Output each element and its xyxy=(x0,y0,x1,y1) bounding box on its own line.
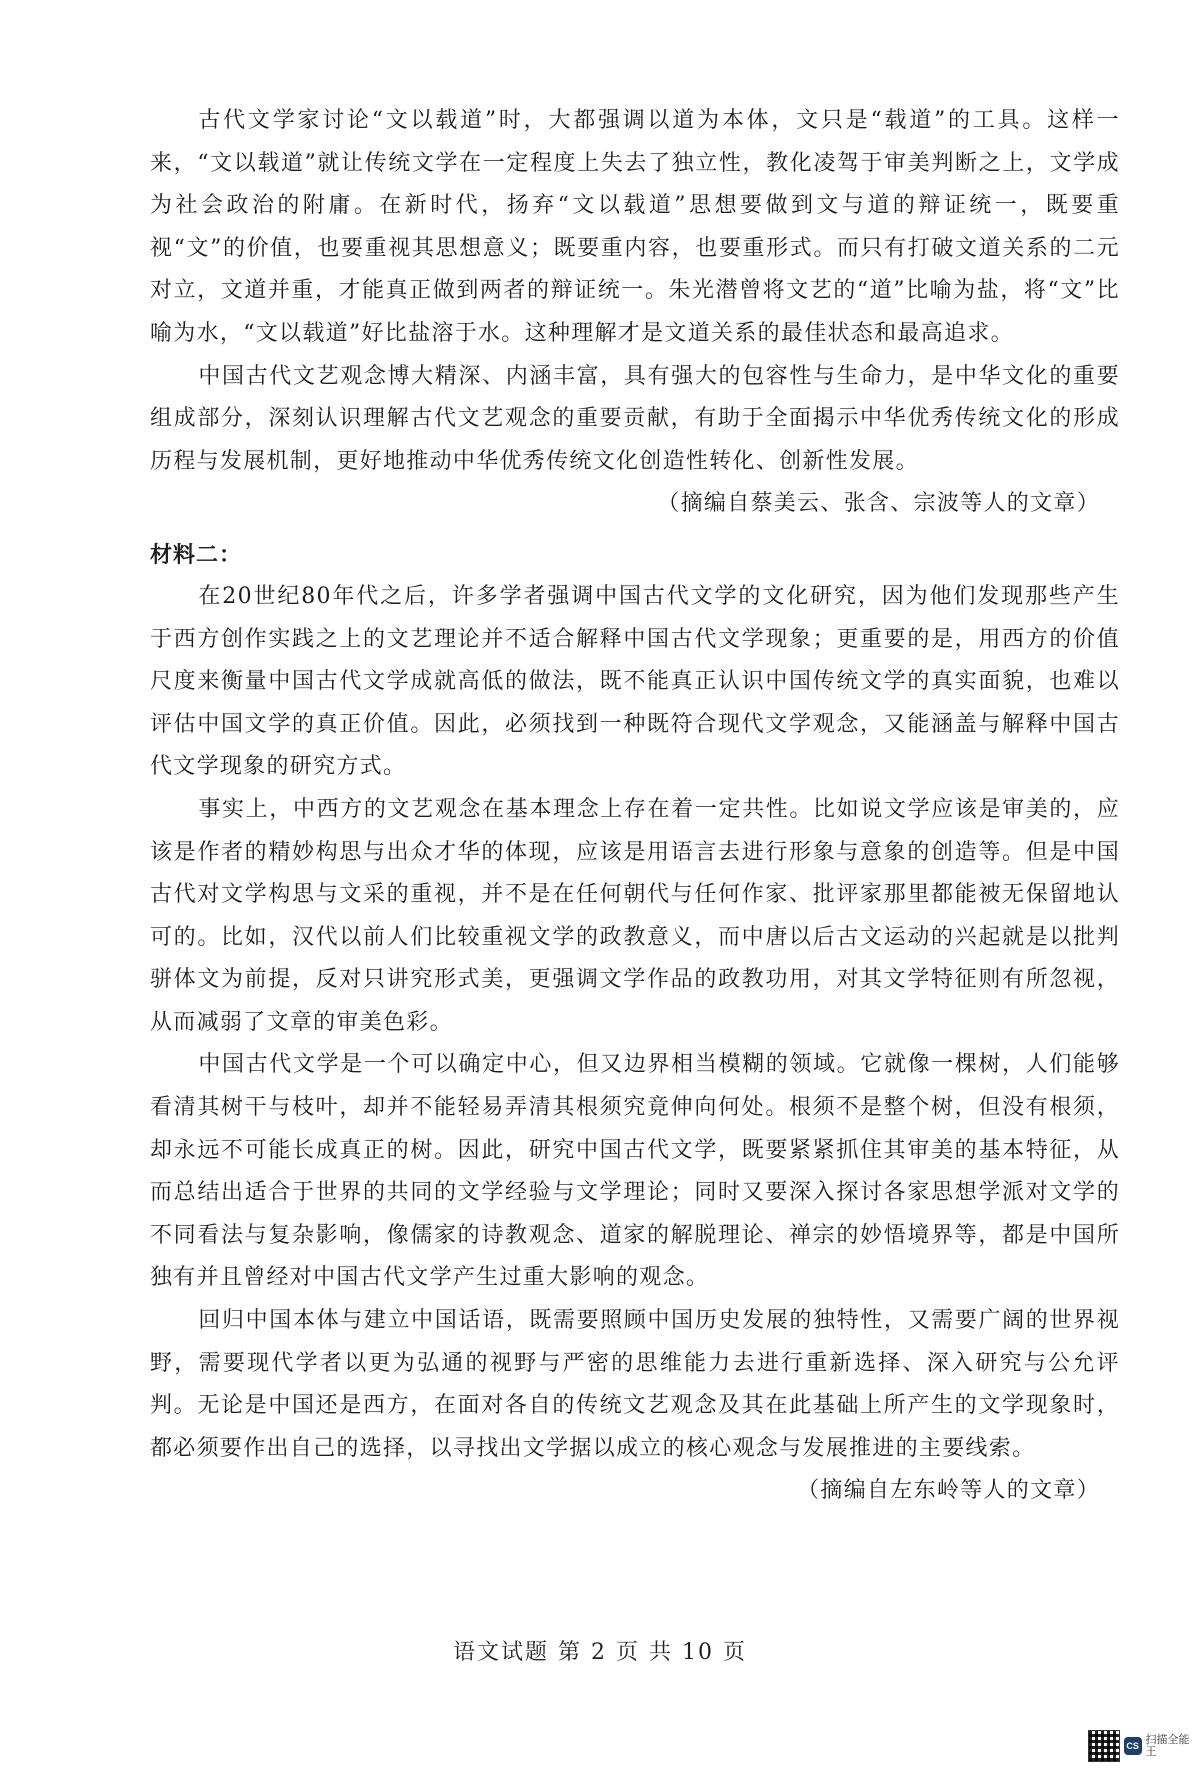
paragraph: 古代文学家讨论“文以载道”时，大都强调以道为本体，文只是“载道”的工具。这样一来，“文以载道”就让传统文学在一定程度上失去了独立性，教化凌驾于审美判断之上，文学成为社会政治的附庸。在新时代，扬弃“文以载道”思想要做到文与道的辩证统一，既要重视“文”的价值，也要重视其思想意义；既要重内容，也要重形式。而只有打破文道关系的二元对立，文道并重，才能真正做到两者的辩证统一。朱光潜曾将文艺的“道”比喻为盐，将“文”比喻为水，“文以载道”好比盐溶于水。这种理解才是文道关系的最佳状态和最高追求。 xyxy=(150,108,1120,346)
section-heading: 材料二： xyxy=(150,541,243,568)
qr-code-icon xyxy=(1088,1730,1120,1762)
paragraph: 在20世纪80年代之后，许多学者强调中国古代文学的文化研究，因为他们发现那些产生于西方创作实践之上的文艺理论并不适合解释中国古代文学现象；更重要的是，用西方的价值尺度来衡量中国古代文学成就高低的做法，既不能真正认识中国传统文学的真实面貌，也难以评估中国文学的真正价值。因此，必须找到一种既符合现代文学观念，又能涵盖与解释中国古代文学现象的研究方式。 xyxy=(150,583,1120,780)
page-number-footer: 语文试题 第 2 页 共 10 页 xyxy=(453,1640,747,1665)
paragraph: 中国古代文学是一个可以确定中心，但又边界相当模糊的领域。它就像一棵树，人们能够看清其树干与枝叶，却并不能轻易弄清其根须究竟伸向何处。根须不是整个树，但没有根须，却永远不可能长成真正的树。因此，研究中国古代文学，既要紧紧抓住其审美的基本特征，从而总结出适合于世界的共同的文学经验与文学理论；同时又要深入探讨各家思想学派对文学的不同看法与复杂影响，像儒家的诗教观念、道家的解脱理论、禅宗的妙悟境界等，都是中国所独有并且曾经对中国古代文学产生过重大影响的观念。 xyxy=(150,1052,1120,1291)
paragraph: 事实上，中西方的文艺观念在基本理念上存在着一定共性。比如说文学应该是审美的，应该是作者的精妙构思与出众才华的体现，应该是用语言去进行形象与意象的创造等。但是中国古代对文学构思与文采的重视，并不是在任何朝代与任何作家、批评家那里都能被无保留地认可的。比如，汉代以前人们比较重视文学的政教意义，而中唐以后古文运动的兴起就是以批判骈体文为前提，反对只讲究形式美，更强调文学作品的政教功用，对其文学特征则有所忽视，从而减弱了文章的审美色彩。 xyxy=(150,796,1120,1035)
article-body xyxy=(150,100,1120,1513)
watermark-label xyxy=(1146,1734,1200,1758)
watermark-app-name: 扫描全能王 xyxy=(1145,1733,1190,1758)
camscanner-logo-icon: CS xyxy=(1124,1737,1142,1755)
scanner-watermark xyxy=(1088,1730,1200,1762)
paragraph: 回归中国本体与建立中国话语，既需要照顾中国历史发展的独特性，又需要广阔的世界视野，需要现代学者以更为弘通的视野与严密的思维能力去进行重新选择、深入研究与公允评判。无论是中国还是西方，在面对各自的传统文艺观念及其在此基础上所产生的文学现象时，都必须要作出自己的选择，以寻找出文学据以成立的核心观念与发展推进的主要线索。 xyxy=(150,1308,1120,1461)
paragraph: 中国古代文艺观念博大精深、内涵丰富，具有强大的包容性与生命力，是中华文化的重要组成部分，深刻认识理解古代文艺观念的重要贡献，有助于全面揭示中华优秀传统文化的形成历程与发展机制，更好地推动中华优秀传统文化创造性转化、创新性发展。 xyxy=(150,363,1120,474)
source-citation: （摘编自蔡美云、张含、宗波等人的文章） xyxy=(657,491,1100,517)
source-citation: （摘编自左东岭等人的文章） xyxy=(797,1478,1100,1504)
